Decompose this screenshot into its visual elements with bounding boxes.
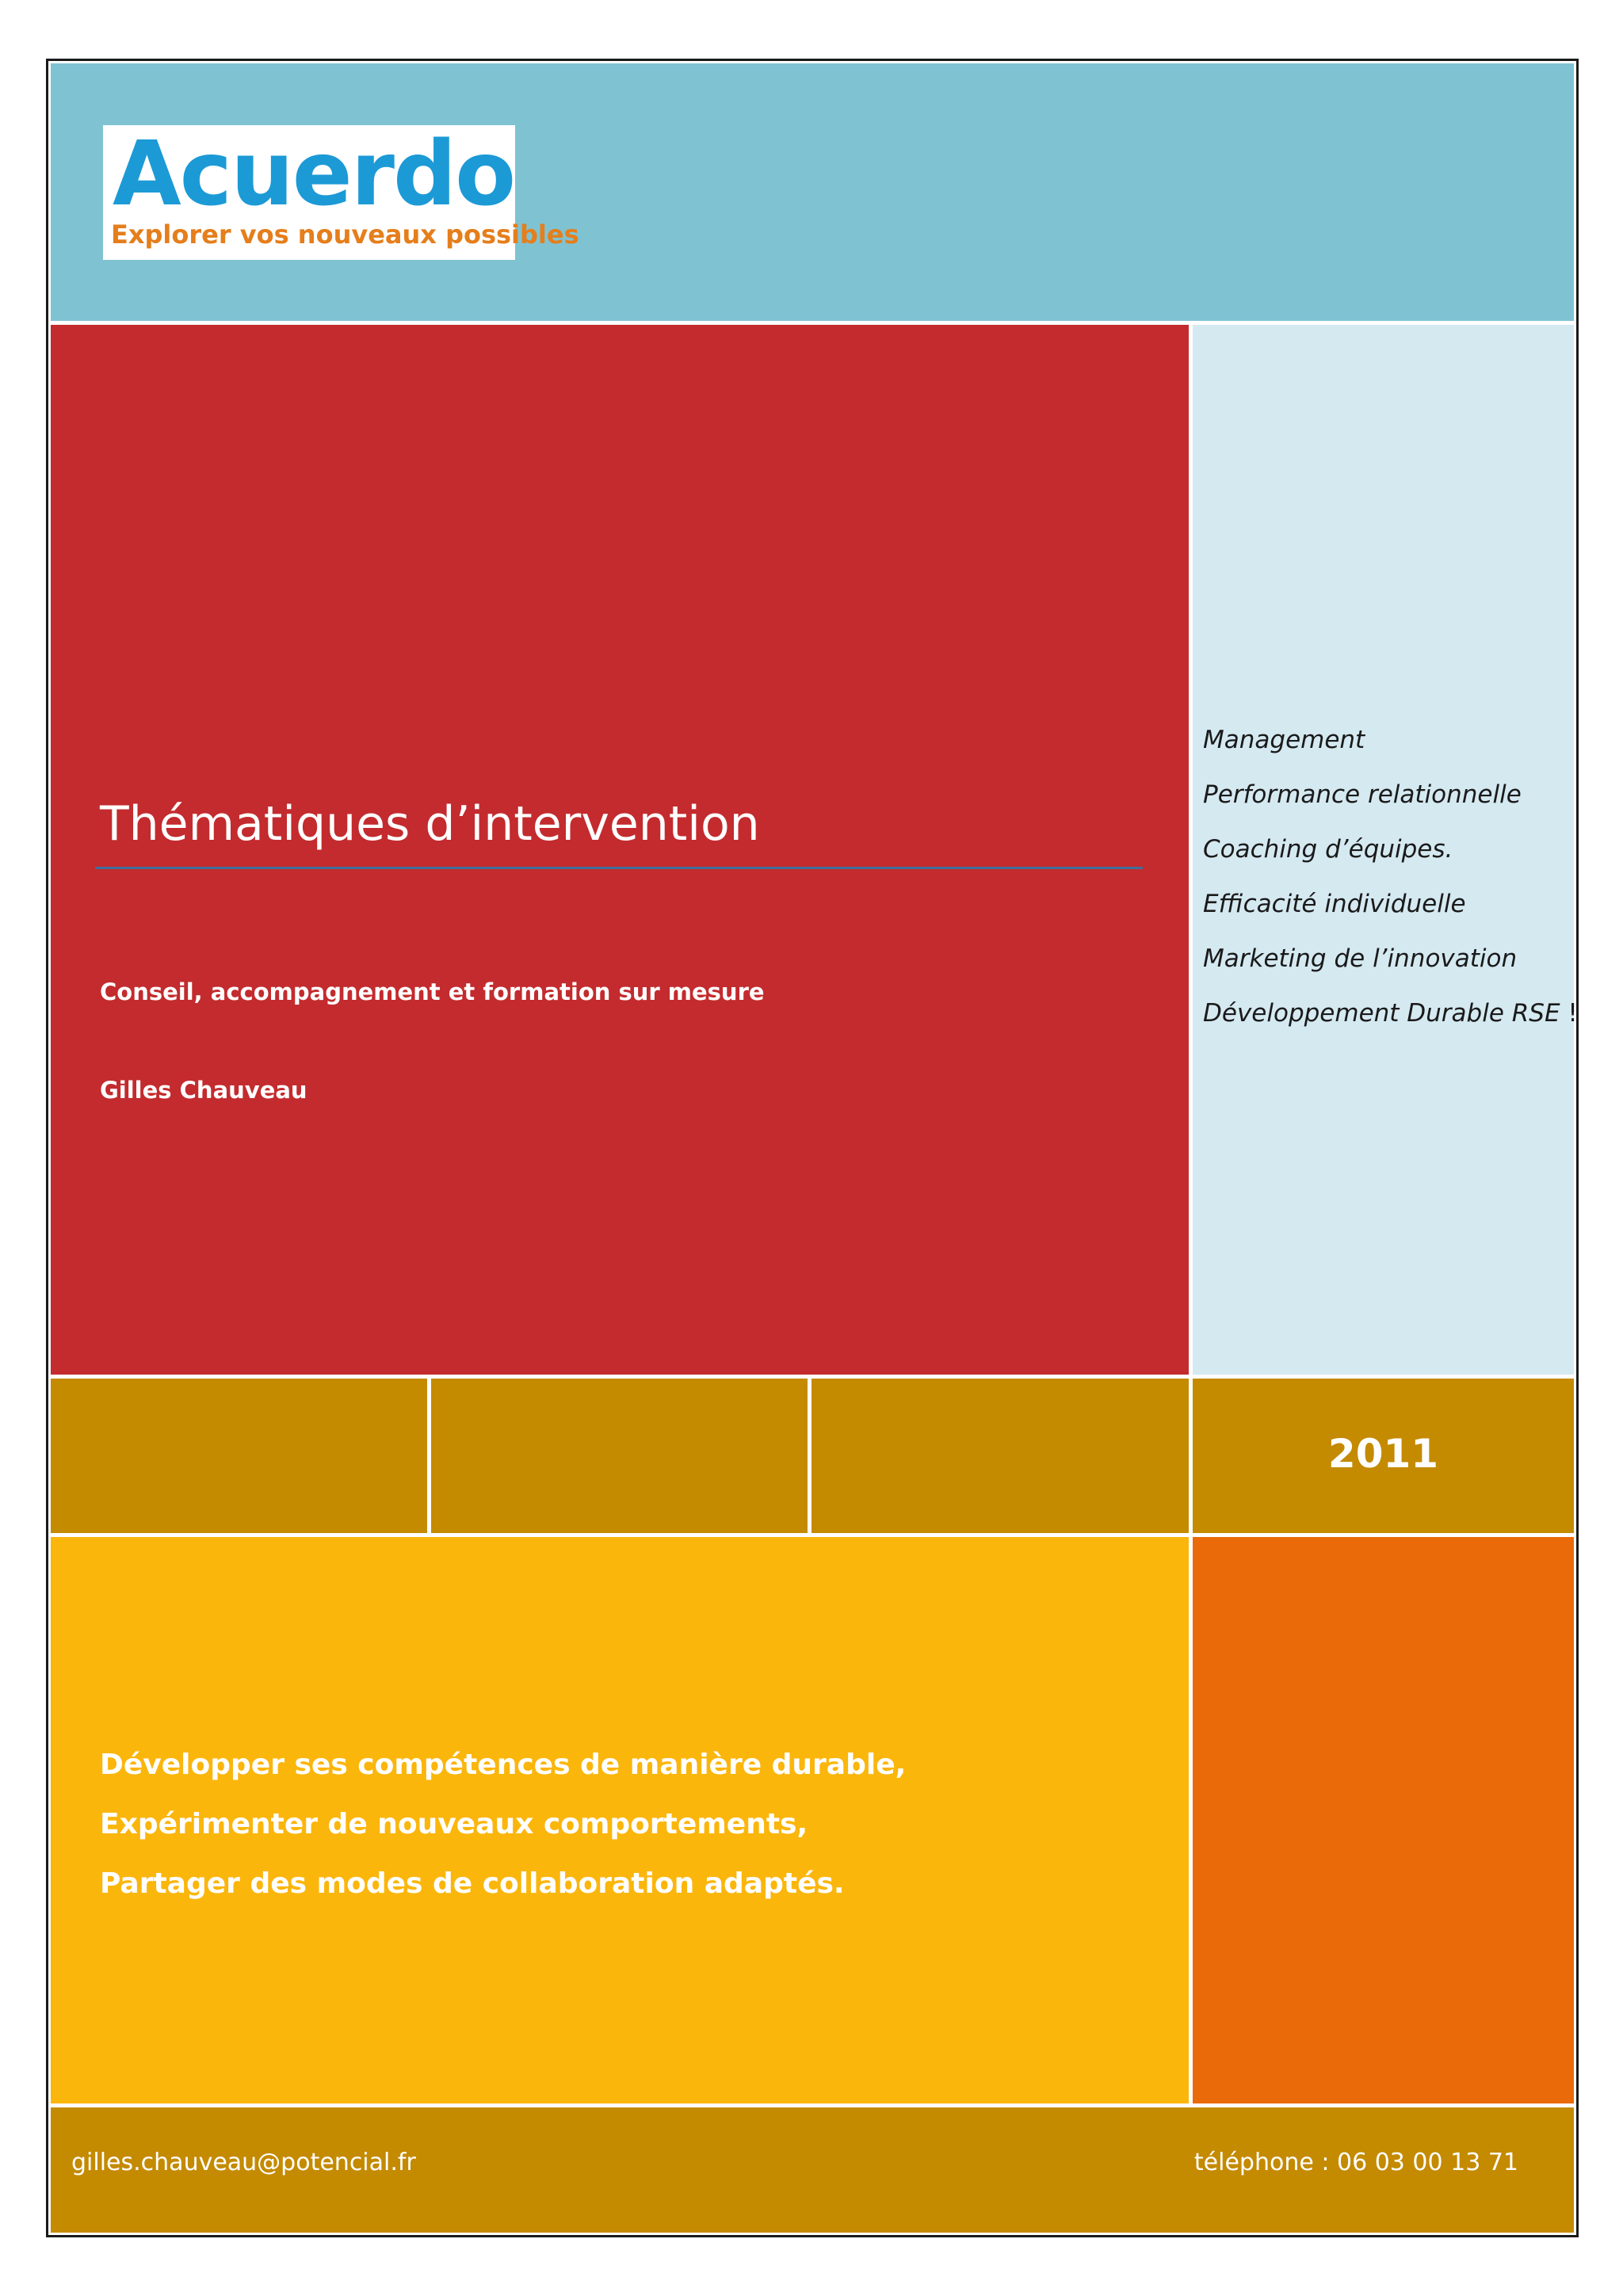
- themes-list: [1203, 713, 1578, 1041]
- logo-wordmark: Acuerdo: [113, 123, 515, 226]
- theme-item: Coaching d’équipes.: [1203, 835, 1453, 864]
- contact-phone: téléphone : 06 03 00 13 71: [1193, 2149, 1518, 2176]
- orange-tile: [1193, 1537, 1574, 2103]
- gold-tile-1: [51, 1379, 427, 1533]
- theme-item: Efficacité individuelle: [1203, 890, 1466, 918]
- title-underline: [95, 867, 1143, 869]
- theme-item: Développement Durable RSE !: [1203, 999, 1578, 1028]
- document-year: 2011: [1327, 1431, 1439, 1477]
- document-subtitle: Conseil, accompagnement et formation sur mesure: [100, 978, 765, 1005]
- theme-item: Management: [1203, 726, 1365, 754]
- gold-tile-3: [812, 1379, 1189, 1533]
- goal-item: Développer ses compétences de manière durable,: [100, 1749, 907, 1781]
- goal-item: Expérimenter de nouveaux comportements,: [100, 1808, 808, 1840]
- logo-tagline: Explorer vos nouveaux possibles: [111, 219, 579, 250]
- goal-item: Partager des modes de collaboration adaptés.: [100, 1867, 845, 1900]
- acuerdo-logo: [103, 123, 579, 260]
- theme-item: Performance relationnelle: [1203, 780, 1522, 809]
- theme-item: Marketing de l’innovation: [1203, 944, 1518, 973]
- goals-list: [100, 1735, 906, 1913]
- author-name: Gilles Chauveau: [100, 1077, 307, 1104]
- document-title: Thématiques d’intervention: [100, 796, 760, 852]
- theme-exclamation: !: [1560, 999, 1578, 1028]
- contact-email: gilles.chauveau@potencial.fr: [71, 2149, 416, 2176]
- gold-tile-2: [431, 1379, 808, 1533]
